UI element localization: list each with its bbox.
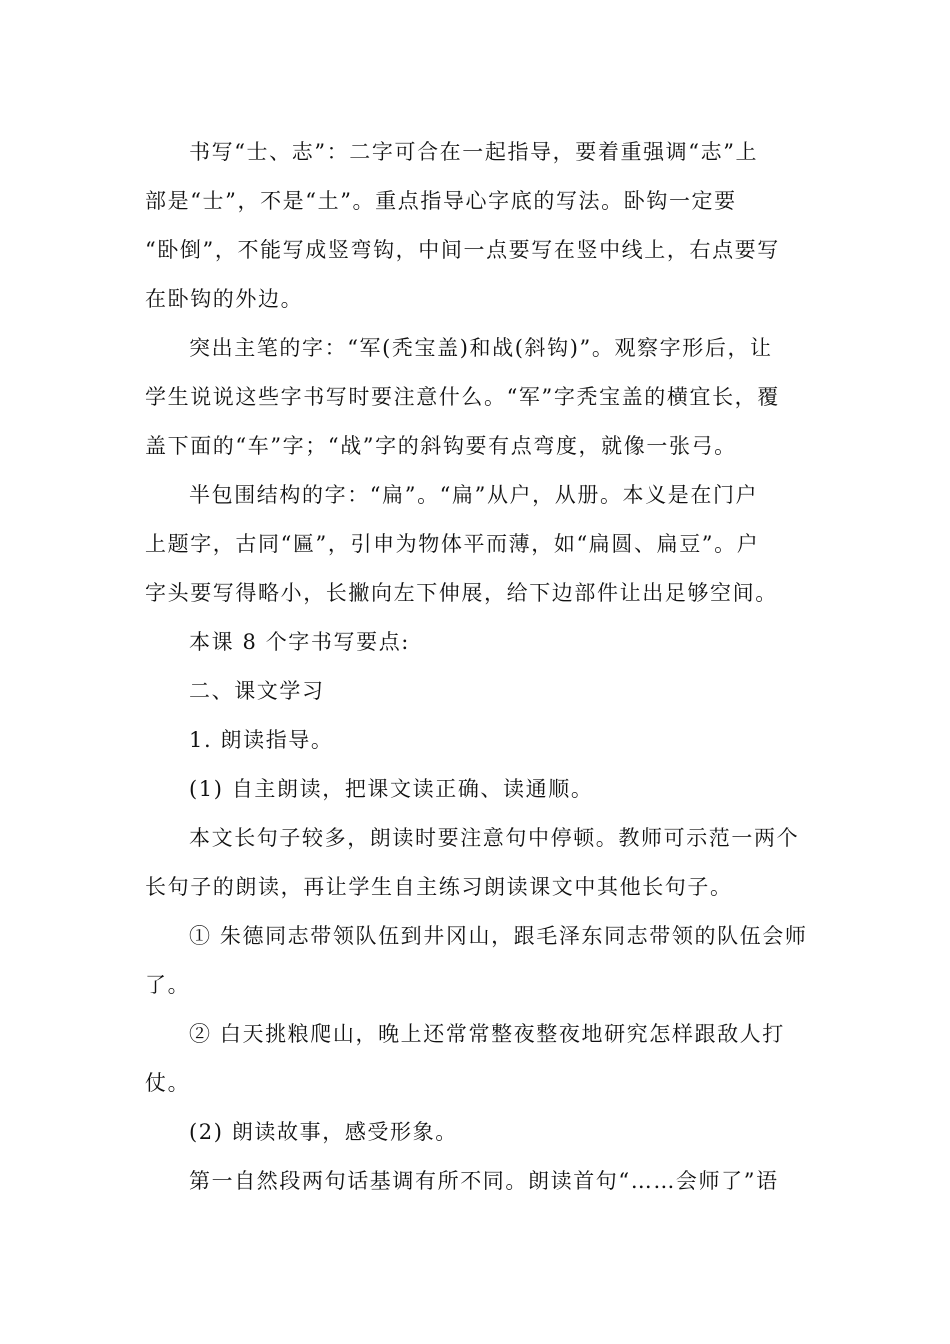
text-line: 在卧钩的外边。 <box>145 287 304 311</box>
text-line: 第一自然段两句话基调有所不同。朗读首句“……会师了”语 <box>189 1169 779 1193</box>
paragraph-story-reading <box>145 1108 807 1157</box>
text-line: “卧倒”，不能写成竖弯钩，中间一点要写在竖中线上，右点要写 <box>145 238 780 262</box>
example-sentence-2 <box>145 1010 807 1108</box>
text-line: 突出主笔的字：“军(秃宝盖)和战(斜钩)”。观察字形后，让 <box>189 336 773 360</box>
subsection-heading <box>145 716 807 765</box>
text-line: 上题字，古同“匾”，引申为物体平而薄，如“扁圆、扁豆”。户 <box>145 532 760 556</box>
section-heading <box>145 667 807 716</box>
paragraph-long-sentences <box>145 814 807 912</box>
text-line: 二、课文学习 <box>189 679 325 703</box>
example-sentence-1 <box>145 912 807 1010</box>
text-line: (1) 自主朗读，把课文读正确、读通顺。 <box>189 777 594 801</box>
paragraph-first-section <box>145 1157 807 1206</box>
text-line: 部是“士”，不是“土”。重点指导心字底的写法。卧钩一定要 <box>145 189 737 213</box>
text-line: 字头要写得略小，长撇向左下伸展，给下边部件让出足够空间。 <box>145 581 778 605</box>
text-line: 了。 <box>145 973 191 997</box>
text-line: 盖下面的“车”字；“战”字的斜钩要有点弯度，就像一张弓。 <box>145 434 737 458</box>
text-line: 学生说说这些字书写时要注意什么。“军”字秃宝盖的横宜长，覆 <box>145 385 780 409</box>
text-line: 1. 朗读指导。 <box>189 728 334 752</box>
paragraph-main-stroke <box>145 324 807 471</box>
text-line: 半包围结构的字：“扁”。“扁”从户，从册。本义是在门户 <box>189 483 759 507</box>
paragraph-writing-shi-zhi <box>145 128 807 324</box>
text-line: ① 朱德同志带领队伍到井冈山，跟毛泽东同志带领的队伍会师 <box>189 924 808 948</box>
paragraph-writing-points <box>145 618 807 667</box>
text-line: 仗。 <box>145 1071 191 1095</box>
text-line: 书写“士、志”：二字可合在一起指导，要着重强调“志”上 <box>189 140 759 164</box>
text-line: 本课 8 个字书写要点: <box>189 630 410 654</box>
document-page <box>145 128 807 1206</box>
text-line: 长句子的朗读，再让学生自主练习朗读课文中其他长句子。 <box>145 875 733 899</box>
paragraph-self-reading <box>145 765 807 814</box>
text-line: ② 白天挑粮爬山，晚上还常常整夜整夜地研究怎样跟敌人打 <box>189 1022 785 1046</box>
text-line: 本文长句子较多，朗读时要注意句中停顿。教师可示范一两个 <box>189 826 800 850</box>
paragraph-half-enclosure <box>145 471 807 618</box>
text-line: (2) 朗读故事，感受形象。 <box>189 1120 458 1144</box>
